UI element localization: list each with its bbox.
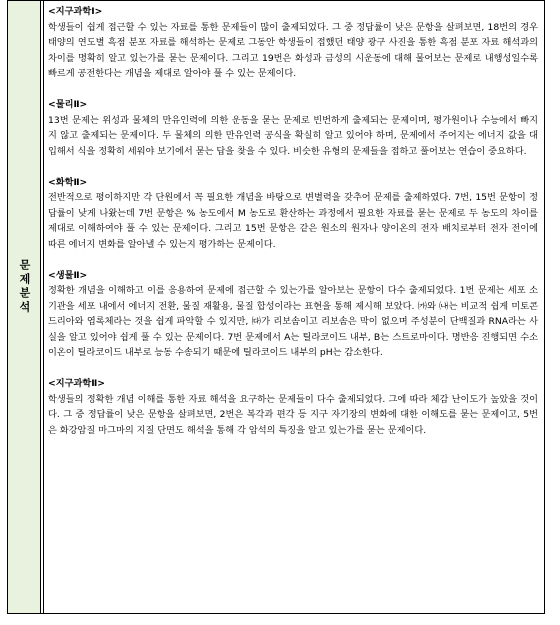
section-heading: <물리Ⅱ> bbox=[48, 99, 88, 110]
section-physics-2 bbox=[48, 97, 538, 159]
section-biology-2 bbox=[48, 268, 538, 361]
section-body: 학생들의 정확한 개념 이해를 통한 자료 해석을 요구하는 문제들이 다수 출제되었다. 그에 따라 체감 난이도가 높았을 것이다. 그 중 정답률이 낮은 문항을 살펴보면, 2번은 복각과 편각 등 지구 자기장의 변화에 대한 이해도를 묻는 문제이고, 5번은 화강암질 마그마의 지질 단면도 해석을 통해 각 암석의 특징을 알고 있는가를 묻는 문제이다. bbox=[48, 393, 538, 436]
side-label: 문제분석 bbox=[18, 259, 31, 315]
section-heading: <지구과학Ⅰ> bbox=[48, 6, 103, 17]
section-body: 학생들이 쉽게 접근할 수 있는 자료를 통한 문제들이 많이 출제되었다. 그 중 정답률이 낮은 문항을 살펴보면, 18번의 경우 태양의 연도별 흑점 분포 자료를 해석하는 문제로 그동안 학생들이 접했던 태양 광구 사진을 통한 흑점 분포 자료 해석과의 차이를 명확히 알고 있는가를 묻는 문제이다. 그리고 19번은 화성과 금성의 시운동에 대해 물어보는 문제로 내행성일수록 빠르게 공전한다는 개념을 제대로 알아야 풀 수 있는 문제이다. bbox=[48, 21, 538, 79]
analysis-table bbox=[7, 0, 545, 614]
section-body: 정확한 개념을 이해하고 이를 응용하여 문제에 접근할 수 있는가를 알아보는 문항이 다수 출제되었다. 1번 문제는 세포 소기관을 세포 내에서 에너지 전환, 물질 재활용, 물질 합성이라는 표현을 통해 제시해 보았다. ㈎와 ㈏는 비교적 쉽게 미토콘드리아와 엽록체라는 것을 쉽게 파악할 수 있지만, ㈐가 리보솜이고 리보솜은 막이 없으며 주성분이 단백질과 RNA라는 사실을 알고 있어야 쉽게 풀 수 있는 문제이다. 7번 문제에서 A는 틸라코이드 내부, B는 스트로마이다. 명반응 진행되면 수소 이온이 틸라코이드 내부로 능동 수송되기 때문에 틸라코이드 내부의 pH는 감소한다. bbox=[48, 285, 538, 358]
analysis-content bbox=[43, 1, 544, 613]
section-chemistry-2 bbox=[48, 175, 538, 253]
section-heading: <생물Ⅱ> bbox=[48, 269, 88, 281]
section-body: 전반적으로 평이하지만 각 단원에서 꼭 필요한 개념을 바탕으로 변별력을 갖추어 문제를 출제하였다. 7번, 15번 문항이 정답률이 낮게 나왔는데 7번 문항은 % 농도에서 M 농도로 환산하는 과정에서 필요한 자료를 묻는 문제로 두 농도의 차이를 제대로 이해하여야 풀 수 있는 문제이다. 그리고 15번 문항은 같은 원소의 원자나 양이온의 전자 배치로부터 전자 전이에 따른 에너지 변화를 알아낼 수 있는지 평가하는 문제이다. bbox=[48, 192, 538, 250]
section-heading: <지구과학Ⅱ> bbox=[48, 378, 105, 389]
section-earth-science-1 bbox=[48, 4, 538, 82]
section-heading: <화학Ⅱ> bbox=[48, 176, 88, 188]
section-body: 13번 문제는 위성과 물체의 만유인력에 의한 운동을 묻는 문제로 빈번하게 출제되는 문제이며, 평가원이나 수능에서 빠지지 않고 출제되는 문제이다. 두 물체의 의한 만유인력 공식을 확실히 알고 있어야 하며, 문제에서 주어지는 에너지 값을 대입해서 식을 정확히 세워야 보기에서 묻는 답을 찾을 수 있다. 비슷한 유형의 문제들을 접하고 풀어보는 연습이 중요하다. bbox=[48, 114, 538, 157]
section-earth-science-2 bbox=[48, 376, 538, 438]
side-header-cell bbox=[8, 1, 41, 613]
